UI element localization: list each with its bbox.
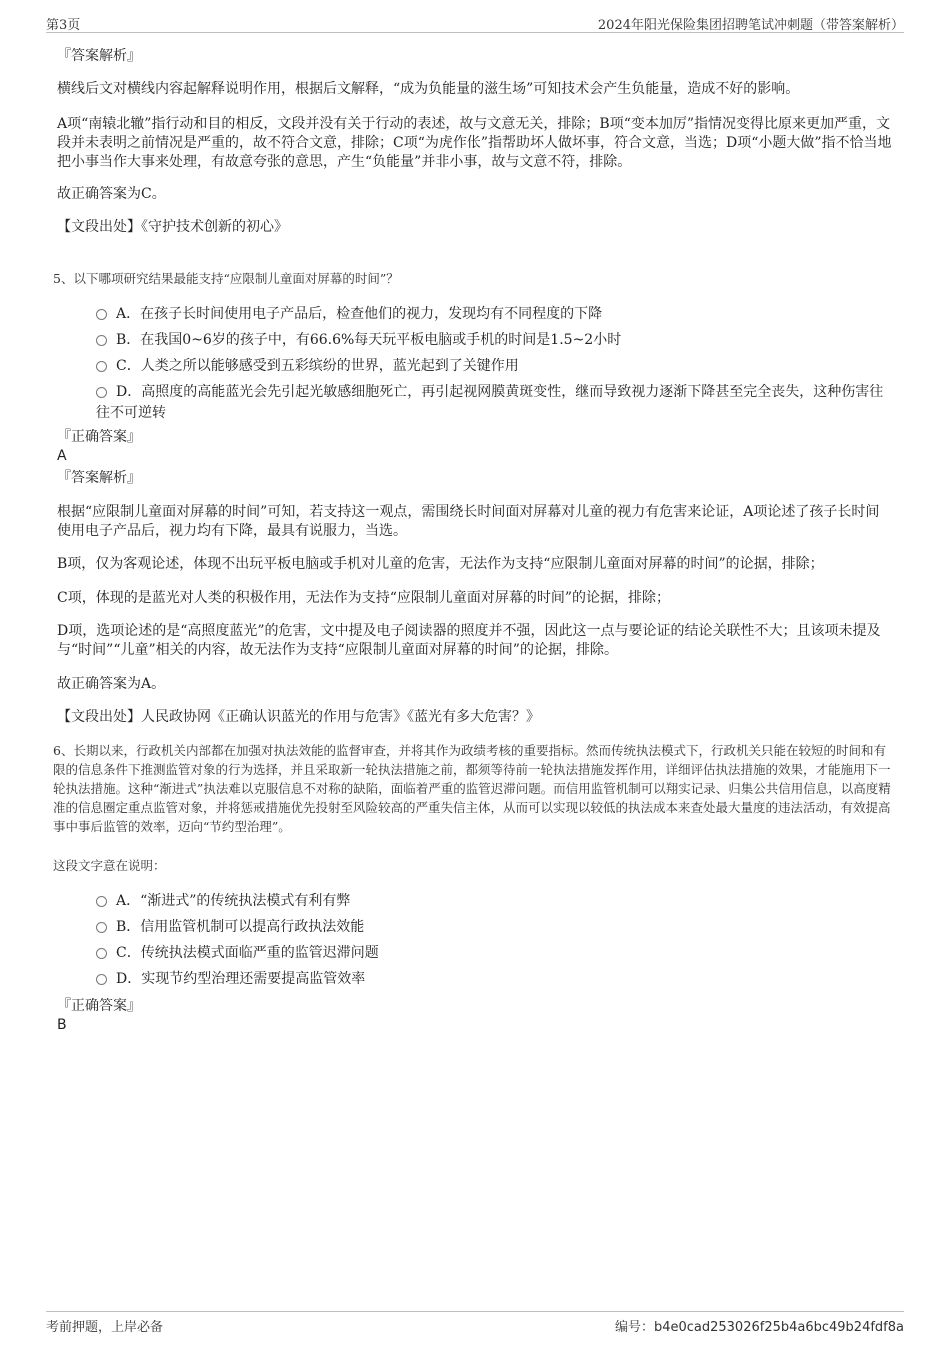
correct-answer: A xyxy=(57,448,67,464)
radio-icon[interactable] xyxy=(96,896,107,907)
analysis-label: 『答案解析』 xyxy=(57,48,141,64)
analysis-paragraph: B项，仅为客观论述，体现不出玩平板电脑或手机对儿童的危害，无法作为支持“应限制儿童面对屏幕的时间”的论据，排除； xyxy=(57,556,824,572)
radio-icon[interactable] xyxy=(96,922,107,933)
option-d[interactable]: D．实现节约型治理还需要提高监管效率 xyxy=(96,969,896,990)
analysis-paragraph: D项，选项论述的是“高照度蓝光”的危害，文中提及电子阅读器的照度并不强，因此这一点与要论证的结论关联性不大；且该项未提及与“时间”“儿童”相关的内容，故无法作为支持“应限制儿童面对屏幕的时间”的论据，排除。 xyxy=(57,623,881,658)
radio-icon[interactable] xyxy=(96,309,107,320)
radio-icon[interactable] xyxy=(96,974,107,985)
analysis-paragraph: 根据“应限制儿童面对屏幕的时间”可知，若支持这一观点，需围绕长时间面对屏幕对儿童的视力有危害来论证，A项论述了孩子长时间使用电子产品后，视力均有下降，最具有说服力，当选。 xyxy=(57,504,880,539)
question-stem: 5、以下哪项研究结果最能支持“应限制儿童面对屏幕的时间”？ xyxy=(53,271,399,286)
answer-conclusion: 故正确答案为C。 xyxy=(57,186,166,202)
answer-conclusion: 故正确答案为A。 xyxy=(57,676,166,692)
analysis-label: 『答案解析』 xyxy=(57,470,141,486)
option-c[interactable]: C．人类之所以能够感受到五彩缤纷的世界，蓝光起到了关键作用 xyxy=(96,356,896,377)
document-title: 2024年阳光保险集团招聘笔试冲刺题（带答案解析） xyxy=(597,18,904,33)
source-citation: 【文段出处】人民政协网《正确认识蓝光的作用与危害》《蓝光有多大危害？》 xyxy=(57,709,540,725)
analysis-paragraph: A项“南辕北辙”指行动和目的相反，文段并没有关于行动的表述，故与文意无关，排除；B项“变本加厉”指情况变得比原来更加严重，文段并未表明之前情况是严重的，故不符合文意，排除；C项“为虎作伥”指帮助坏人做坏事，符合文意，当选；D项“小题大做”指不恰当地把小事当作大事来处理，有故意夸张的意思，产生“负能量”并非小事，故与文意不符，排除。 xyxy=(57,116,892,170)
radio-icon[interactable] xyxy=(96,387,107,398)
option-a[interactable]: A．在孩子长时间使用电子产品后，检查他们的视力，发现均有不同程度的下降 xyxy=(96,304,896,325)
source-citation: 【文段出处】《守护技术创新的初心》 xyxy=(57,219,288,235)
analysis-paragraph: 横线后文对横线内容起解释说明作用，根据后文解释，“成为负能量的滋生场”可知技术会产生负能量，造成不好的影响。 xyxy=(57,81,800,97)
radio-icon[interactable] xyxy=(96,361,107,372)
option-a[interactable]: A．“渐进式”的传统执法模式有利有弊 xyxy=(96,891,896,912)
option-c[interactable]: C．传统执法模式面临严重的监管迟滞问题 xyxy=(96,943,896,964)
correct-answer-label: 『正确答案』 xyxy=(57,429,141,445)
radio-icon[interactable] xyxy=(96,948,107,959)
option-b[interactable]: B．信用监管机制可以提高行政执法效能 xyxy=(96,917,896,938)
option-d[interactable]: D．高照度的高能蓝光会先引起光敏感细胞死亡，再引起视网膜黄斑变性，继而导致视力逐渐下降甚至完全丧失，这种伤害往往不可逆转 xyxy=(96,384,884,421)
footer-slogan: 考前押题，上岸必备 xyxy=(46,1320,164,1335)
radio-icon[interactable] xyxy=(96,335,107,346)
page-number: 第3页 xyxy=(46,18,81,33)
analysis-paragraph: C项，体现的是蓝光对人类的积极作用，无法作为支持“应限制儿童面对屏幕的时间”的论据，排除； xyxy=(57,590,671,606)
page-footer xyxy=(46,1311,904,1334)
question-stem: 这段文字意在说明： xyxy=(53,858,166,873)
option-b[interactable]: B．在我国0~6岁的孩子中，有66.6%每天玩平板电脑或手机的时间是1.5~2小时 xyxy=(96,330,896,351)
page-header xyxy=(46,10,904,33)
correct-answer-label: 『正确答案』 xyxy=(57,998,141,1014)
question-passage: 6、长期以来，行政机关内部都在加强对执法效能的监督审查，并将其作为政绩考核的重要指标。然而传统执法模式下，行政机关只能在较短的时间和有限的信息条件下推测监管对象的行为选择，并且采取新一轮执法措施之前，都须等待前一轮执法措施发挥作用，详细评估执法措施的效果，才能施用下一轮执法措施。这种“渐进式”执法难以克服信息不对称的缺陷，面临着严重的监管迟滞问题。而信用监管机制可以翔实记录、归集公共信用信息，以高度精准的信息圈定重点监管对象，并将惩戒措施优先投射至风险较高的严重失信主体，从而可以实现以较低的执法成本来查处最大量度的违法活动，有效提高事中事后监管的效率，迈向“节约型治理”。 xyxy=(53,743,891,834)
correct-answer: B xyxy=(57,1017,67,1033)
document-code: 编号：b4e0cad253026f25b4a6bc49b24fdf8a xyxy=(614,1320,904,1335)
